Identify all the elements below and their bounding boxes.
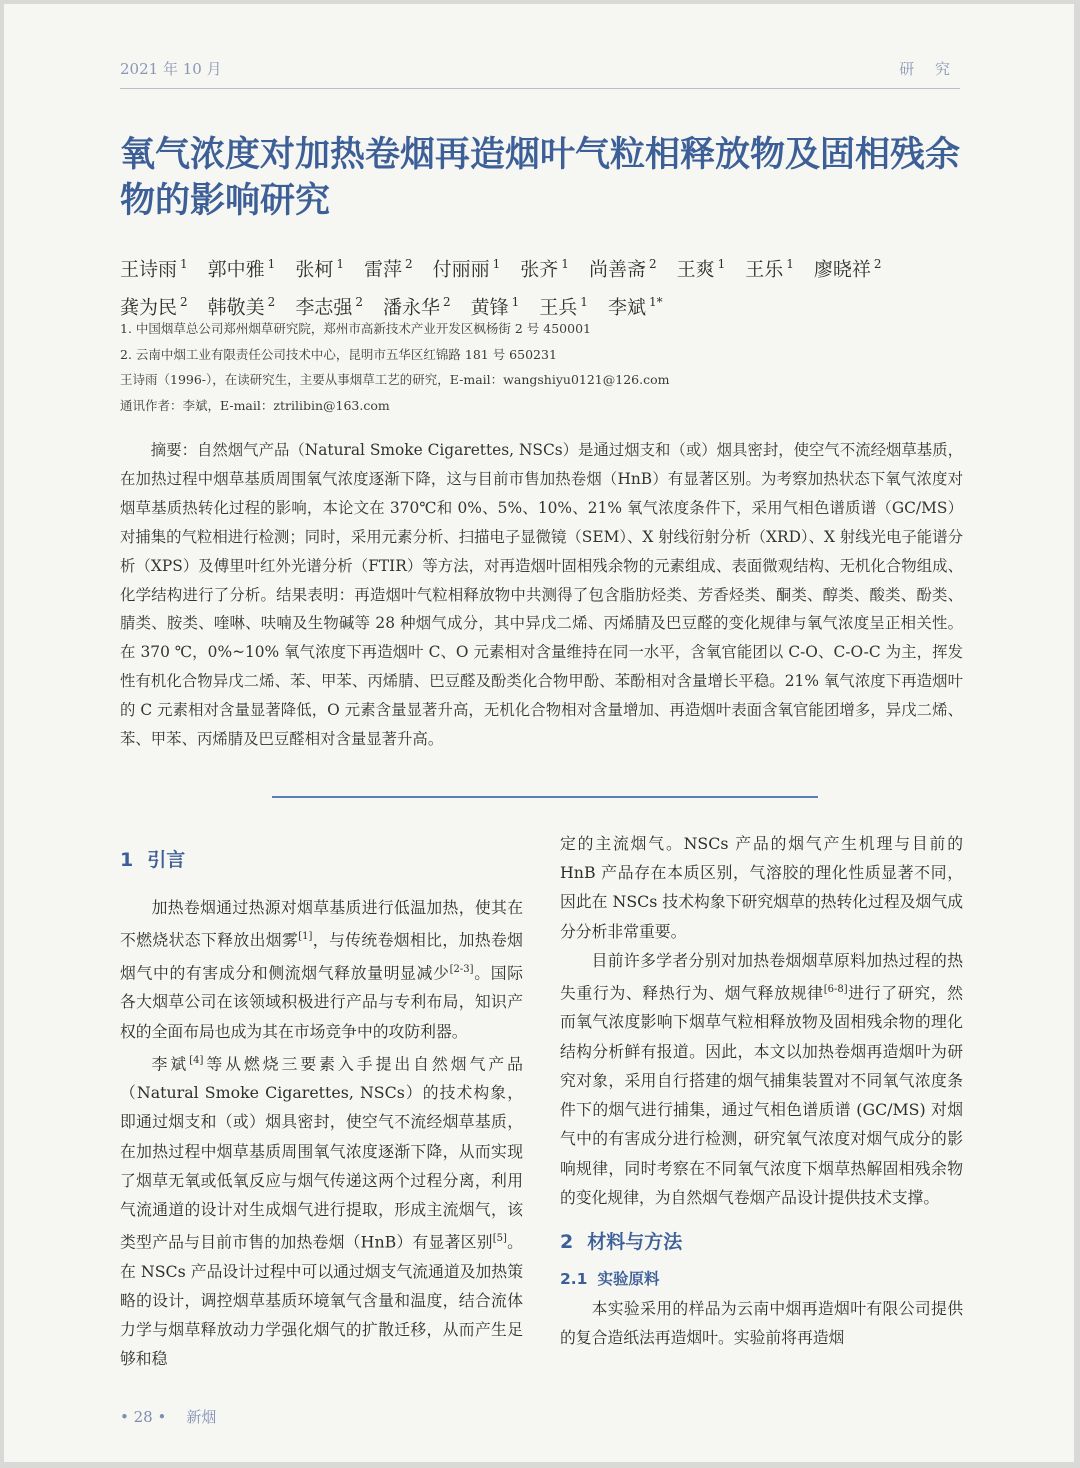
subsection-title: 实验原料 — [597, 1270, 660, 1289]
materials-paragraph: 本实验采用的样品为云南中烟再造烟叶有限公司提供的复合造纸法再造烟叶。实验前将再造烟 — [560, 1299, 963, 1348]
article-title: 氧气浓度对加热卷烟再造烟叶气粒相释放物及固相残余物的影响研究 — [120, 134, 961, 221]
author-name: 付丽丽 — [432, 258, 490, 281]
text-run: 李斌 — [151, 1054, 190, 1074]
author-name: 王乐 — [745, 258, 784, 281]
author-affiliation-mark: 2 — [404, 257, 413, 271]
text-run: 加热卷烟通过热源对烟草基质进行低温加热，使其在不燃烧状态下释放出烟雾 — [120, 898, 523, 950]
author-name: 郭中雅 — [207, 258, 265, 281]
author-name: 韩敬美 — [207, 296, 265, 319]
section-number: 2 — [560, 1230, 574, 1253]
author-affiliation-mark: 1 — [336, 257, 344, 271]
body-column-right — [560, 829, 963, 1353]
affiliation-2: 2. 云南中烟工业有限责任公司技术中心，昆明市五华区红锦路 181 号 650231 — [120, 346, 557, 362]
citation: [4] — [189, 1054, 204, 1066]
author-list — [120, 248, 960, 325]
citation: [2-3] — [449, 963, 474, 975]
author-affiliation-mark: 2 — [442, 295, 451, 310]
author — [677, 248, 726, 286]
author-affiliation-mark: 2 — [355, 295, 363, 310]
author — [433, 248, 501, 286]
author-affiliation-mark: 1 — [180, 257, 188, 271]
author — [589, 248, 657, 286]
author-name: 廖晓祥 — [813, 258, 871, 281]
journal-page — [4, 4, 1074, 1462]
author-affiliation-mark: 1 — [511, 295, 520, 310]
section-heading-intro — [120, 846, 523, 875]
author-name: 张齐 — [520, 258, 559, 281]
author-name: 李志强 — [295, 296, 353, 319]
body-column-left — [120, 829, 523, 1374]
header-divider — [120, 88, 960, 89]
text-run: ，与传统卷烟相比，加热卷烟烟气中的有害成分和侧流烟气释放量明显减少 — [120, 930, 523, 983]
author-name: 龚为民 — [120, 296, 178, 319]
header-section: 研 究 — [899, 60, 958, 78]
citation: [5] — [492, 1233, 507, 1245]
author-affiliation-mark: 1 — [580, 295, 588, 310]
subsection-number: 2.1 — [560, 1270, 588, 1289]
intro-paragraph-1 — [120, 893, 523, 1046]
page-footer — [120, 1406, 216, 1427]
author — [208, 248, 276, 286]
author-name: 王爽 — [676, 258, 715, 281]
section-title: 材料与方法 — [587, 1230, 683, 1253]
author — [814, 248, 882, 286]
affiliations — [120, 316, 960, 418]
intro-paragraph-2-continued: 定的主流烟气。NSCs 产品的烟气产生机理与目前的 HnB 产品存在本质区别，气溶胶的理化性质显著不同，因此在 NSCs 技术构象下研究烟草的热转化过程及烟气成分分析非常重要。 — [560, 834, 963, 941]
section-title: 引言 — [147, 849, 186, 871]
section-number: 1 — [120, 849, 134, 871]
author — [295, 248, 344, 286]
author — [520, 248, 569, 286]
intro-paragraph-2 — [120, 1046, 523, 1374]
author-affiliation-mark: 1* — [648, 295, 663, 310]
author — [120, 248, 188, 286]
author-name: 雷萍 — [363, 258, 402, 281]
author-affiliation-mark: 1 — [786, 257, 794, 271]
author — [364, 248, 413, 286]
author-name: 李斌 — [607, 296, 646, 319]
intro-paragraph-3 — [560, 946, 963, 1212]
author-name: 王兵 — [539, 296, 578, 319]
author-name: 黄锋 — [470, 296, 509, 319]
author-affiliation-mark: 2 — [180, 295, 188, 310]
author-affiliation-mark: 2 — [648, 257, 657, 271]
author — [745, 248, 794, 286]
text-run: 等从燃烧三要素入手提出自然烟气产品（Natural Smoke Cigarettes, NSCs）的技术构象，即通过烟支和（或）烟具密封，使空气不流经烟草基质，在加热过程中烟草基质周围氧气浓度逐渐下降，从而实现了烟草无氧或低氧反应与烟气传递这两个过程分离，利用气流通道的设计对生成烟气进行提取，形成主流烟气，该类型产品与目前市售的加热卷烟（HnB）有显著区别 — [120, 1054, 523, 1252]
citation: [1] — [298, 931, 313, 943]
text-run: 进行了研究，然而氧气浓度影响下烟草气粒相释放物及固相残余物的理化结构分析鲜有报道。因此，本文以加热卷烟再造烟叶为研究对象，采用自行搭建的烟气捕集装置对不同氧气浓度条件下的烟气进行捕集，通过气相色谱质谱 (GC/MS) 对烟气中的有害成分进行检测，研究氧气浓度对烟气成分的影响规律，同时考察在不同氧气浓度下烟草热解固相残余物的变化规律，为自然烟气卷烟产品设计提供技术支撑。 — [560, 983, 963, 1207]
text-run: 目前许多学者分别对加热卷烟烟草原料加热过程的热失重行为、释热行为、烟气释放规律 — [560, 950, 963, 1003]
corresponding-author: 通讯作者：李斌，E-mail：ztrilibin@163.com — [120, 397, 390, 413]
section-heading-methods — [560, 1228, 963, 1257]
author-affiliation-mark: 2 — [873, 257, 882, 271]
page-number: • 28 • — [120, 1408, 167, 1426]
author-name: 潘永华 — [382, 296, 440, 319]
abstract-divider — [272, 796, 818, 798]
author-affiliation-mark: 1 — [267, 257, 276, 271]
journal-name: 新烟 — [186, 1408, 217, 1426]
abstract: 摘要：自然烟气产品（Natural Smoke Cigarettes, NSCs）是通过烟支和（或）烟具密封，使空气不流经烟草基质，在加热过程中烟草基质周围氧气浓度逐渐下降，这与目前市售加热卷烟（HnB）有显著区别。为考察加热状态下氧气浓度对烟草基质热转化过程的影响，本论文在 370℃和 0%、5%、10%、21% 氧气浓度条件下，采用气相色谱质谱（GC/MS）对捕集的气粒相进行检测；同时，采用元素分析、扫描电子显微镜（SEM）、X 射线衍射分析（XRD）、X 射线光电子能谱分析（XPS）及傅里叶红外光谱分析（FTIR）等方法，对再造烟叶固相残余物的元素组成、表面微观结构、无机化合物组成、化学结构进行了分析。结果表明：再造烟叶气粒相释放物中共测得了包含脂肪烃类、芳香烃类、酮类、醇类、酸类、酚类、腈类、胺类、喹啉、呋喃及生物碱等 28 种烟气成分，其中异戊二烯、丙烯腈及巴豆醛的变化规律与氧气浓度呈正相关性。在 370 ℃，0%~10% 氧气浓度下再造烟叶 C、O 元素相对含量维持在同一水平，含氧官能团以 C-O、C-O-C 为主，挥发性有机化合物异戊二烯、苯、甲苯、丙烯腈、巴豆醛及酚类化合物甲酚、苯酚相对含量增长平稳。21% 氧气浓度下再造烟叶的 C 元素相对含量显著降低，O 元素含量显著升高，无机化合物相对含量增加、再造烟叶表面含氧官能团增多，异戊二烯、苯、甲苯、丙烯腈及巴豆醛相对含量显著升高。 — [120, 441, 963, 749]
author-name: 尚善斋 — [588, 258, 646, 281]
text-run: 。国际各大烟草公司在该领域积极进行产品与专利布局，知识产权的全面布局也成为其在市场竞争中的攻防利器。 — [120, 963, 523, 1041]
affiliation-1: 1. 中国烟草总公司郑州烟草研究院，郑州市高新技术产业开发区枫杨街 2 号 450001 — [120, 321, 591, 336]
first-author-bio: 王诗雨（1996-），在读研究生，主要从事烟草工艺的研究，E-mail：wangshiyu0121@126.com — [120, 372, 670, 387]
author-affiliation-mark: 1 — [717, 257, 726, 271]
author-name: 王诗雨 — [120, 258, 178, 281]
author-affiliation-mark: 2 — [267, 295, 276, 310]
author-name: 张柯 — [295, 258, 334, 281]
citation: [6-8] — [823, 984, 848, 996]
subsection-heading-materials — [560, 1265, 963, 1294]
header-date: 2021 年 10 月 — [120, 60, 222, 78]
author-affiliation-mark: 1 — [561, 257, 569, 271]
author-affiliation-mark: 1 — [492, 257, 501, 271]
text-run: 。在 NSCs 产品设计过程中可以通过烟支气流通道及加热策略的设计，调控烟草基质环境氧气含量和温度，结合流体力学与烟草释放动力学强化烟气的扩散迁移，从而产生足够和稳 — [120, 1232, 523, 1369]
